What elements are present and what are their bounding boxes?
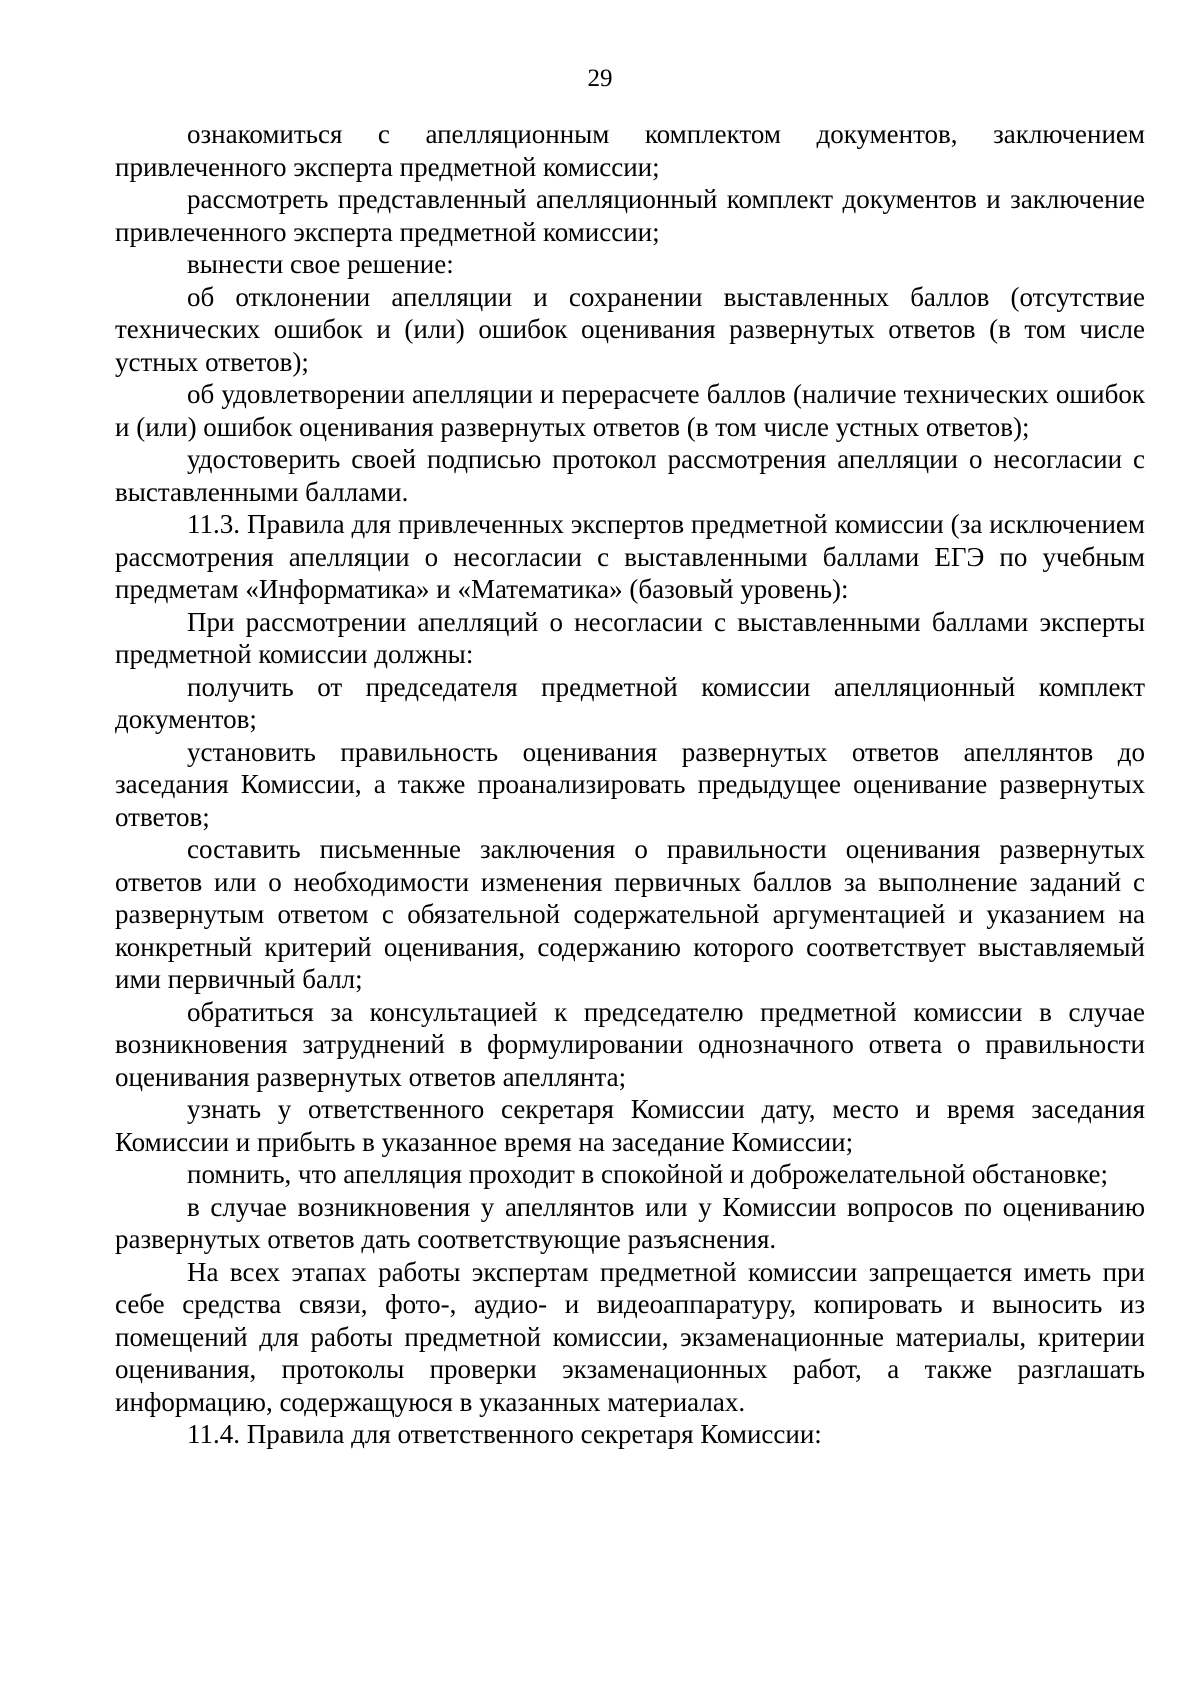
paragraph-section-11-4: 11.4. Правила для ответственного секретаря Комиссии: xyxy=(187,1419,822,1449)
paragraph-review-appeal-set: ознакомиться с апелляционным комплектом документов, заключением привлеченного эксперта предметной комиссии; xyxy=(115,119,1145,182)
paragraph-establish-correctness: установить правильность оценивания развернутых ответов апеллянтов до заседания Комиссии, а также проанализировать предыдущее оценивание развернутых ответов; xyxy=(115,736,1145,832)
paragraph-reject-appeal: об отклонении апелляции и сохранении выставленных баллов (отсутствие технических ошибок и (или) ошибок оценивания развернутых ответов (в том числе устных ответов); xyxy=(115,281,1145,377)
paragraph-section-11-3: 11.3. Правила для привлеченных экспертов предметной комиссии (за исключением рассмотрения апелляции о несогласии с выставленными баллами ЕГЭ по учебным предметам «Информатика» и «Математика» (базовый уровень): xyxy=(115,509,1145,604)
paragraph-satisfy-appeal: об удовлетворении апелляции и перерасчете баллов (наличие технических ошибок и (или) ошибок оценивания развернутых ответов (в том числе устных ответов); xyxy=(115,379,1145,442)
paragraph-written-conclusions: составить письменные заключения о правильности оценивания развернутых ответов или о необходимости изменения первичных баллов за выполнение заданий с развернутым ответом с обязательной содержательной аргументацией и указанием на конкретный критерий оценивания, содержанию которого соответствует выставляемый ими первичный балл; xyxy=(115,834,1145,994)
page-number: 29 xyxy=(587,65,613,92)
paragraph-calm-atmosphere: помнить, что апелляция проходит в спокойной и доброжелательной обстановке; xyxy=(187,1159,1109,1189)
paragraph-make-decision: вынести свое решение: xyxy=(187,249,454,279)
paragraph-meeting-date: узнать у ответственного секретаря Комиссии дату, место и время заседания Комиссии и прибыть в указанное время на заседание Комиссии; xyxy=(115,1094,1145,1157)
paragraph-explanations: в случае возникновения у апеллянтов или у Комиссии вопросов по оцениванию развернутых ответов дать соответствующие разъяснения. xyxy=(115,1191,1145,1254)
document-body xyxy=(115,118,1145,1451)
paragraph-receive-set: получить от председателя предметной комиссии апелляционный комплект документов; xyxy=(115,671,1145,734)
paragraph-consider-appeal-set: рассмотреть представленный апелляционный комплект документов и заключение привлеченного эксперта предметной комиссии; xyxy=(115,184,1145,247)
paragraph-prohibitions: На всех этапах работы экспертам предметной комиссии запрещается иметь при себе средства связи, фото-, аудио- и видеоаппаратуру, копировать и выносить из помещений для работы предметной комиссии, экзаменационные материалы, критерии оценивания, протоколы проверки экзаменационных работ, а также разглашать информацию, содержащуюся в указанных материалах. xyxy=(115,1256,1145,1417)
paragraph-experts-must: При рассмотрении апелляций о несогласии с выставленными баллами эксперты предметной комиссии должны: xyxy=(115,606,1145,669)
paragraph-sign-protocol: удостоверить своей подписью протокол рассмотрения апелляции о несогласии с выставленными баллами. xyxy=(115,444,1145,507)
paragraph-consultation: обратиться за консультацией к председателю предметной комиссии в случае возникновения затруднений в формулировании однозначного ответа о правильности оценивания развернутых ответов апеллянта; xyxy=(115,996,1145,1092)
